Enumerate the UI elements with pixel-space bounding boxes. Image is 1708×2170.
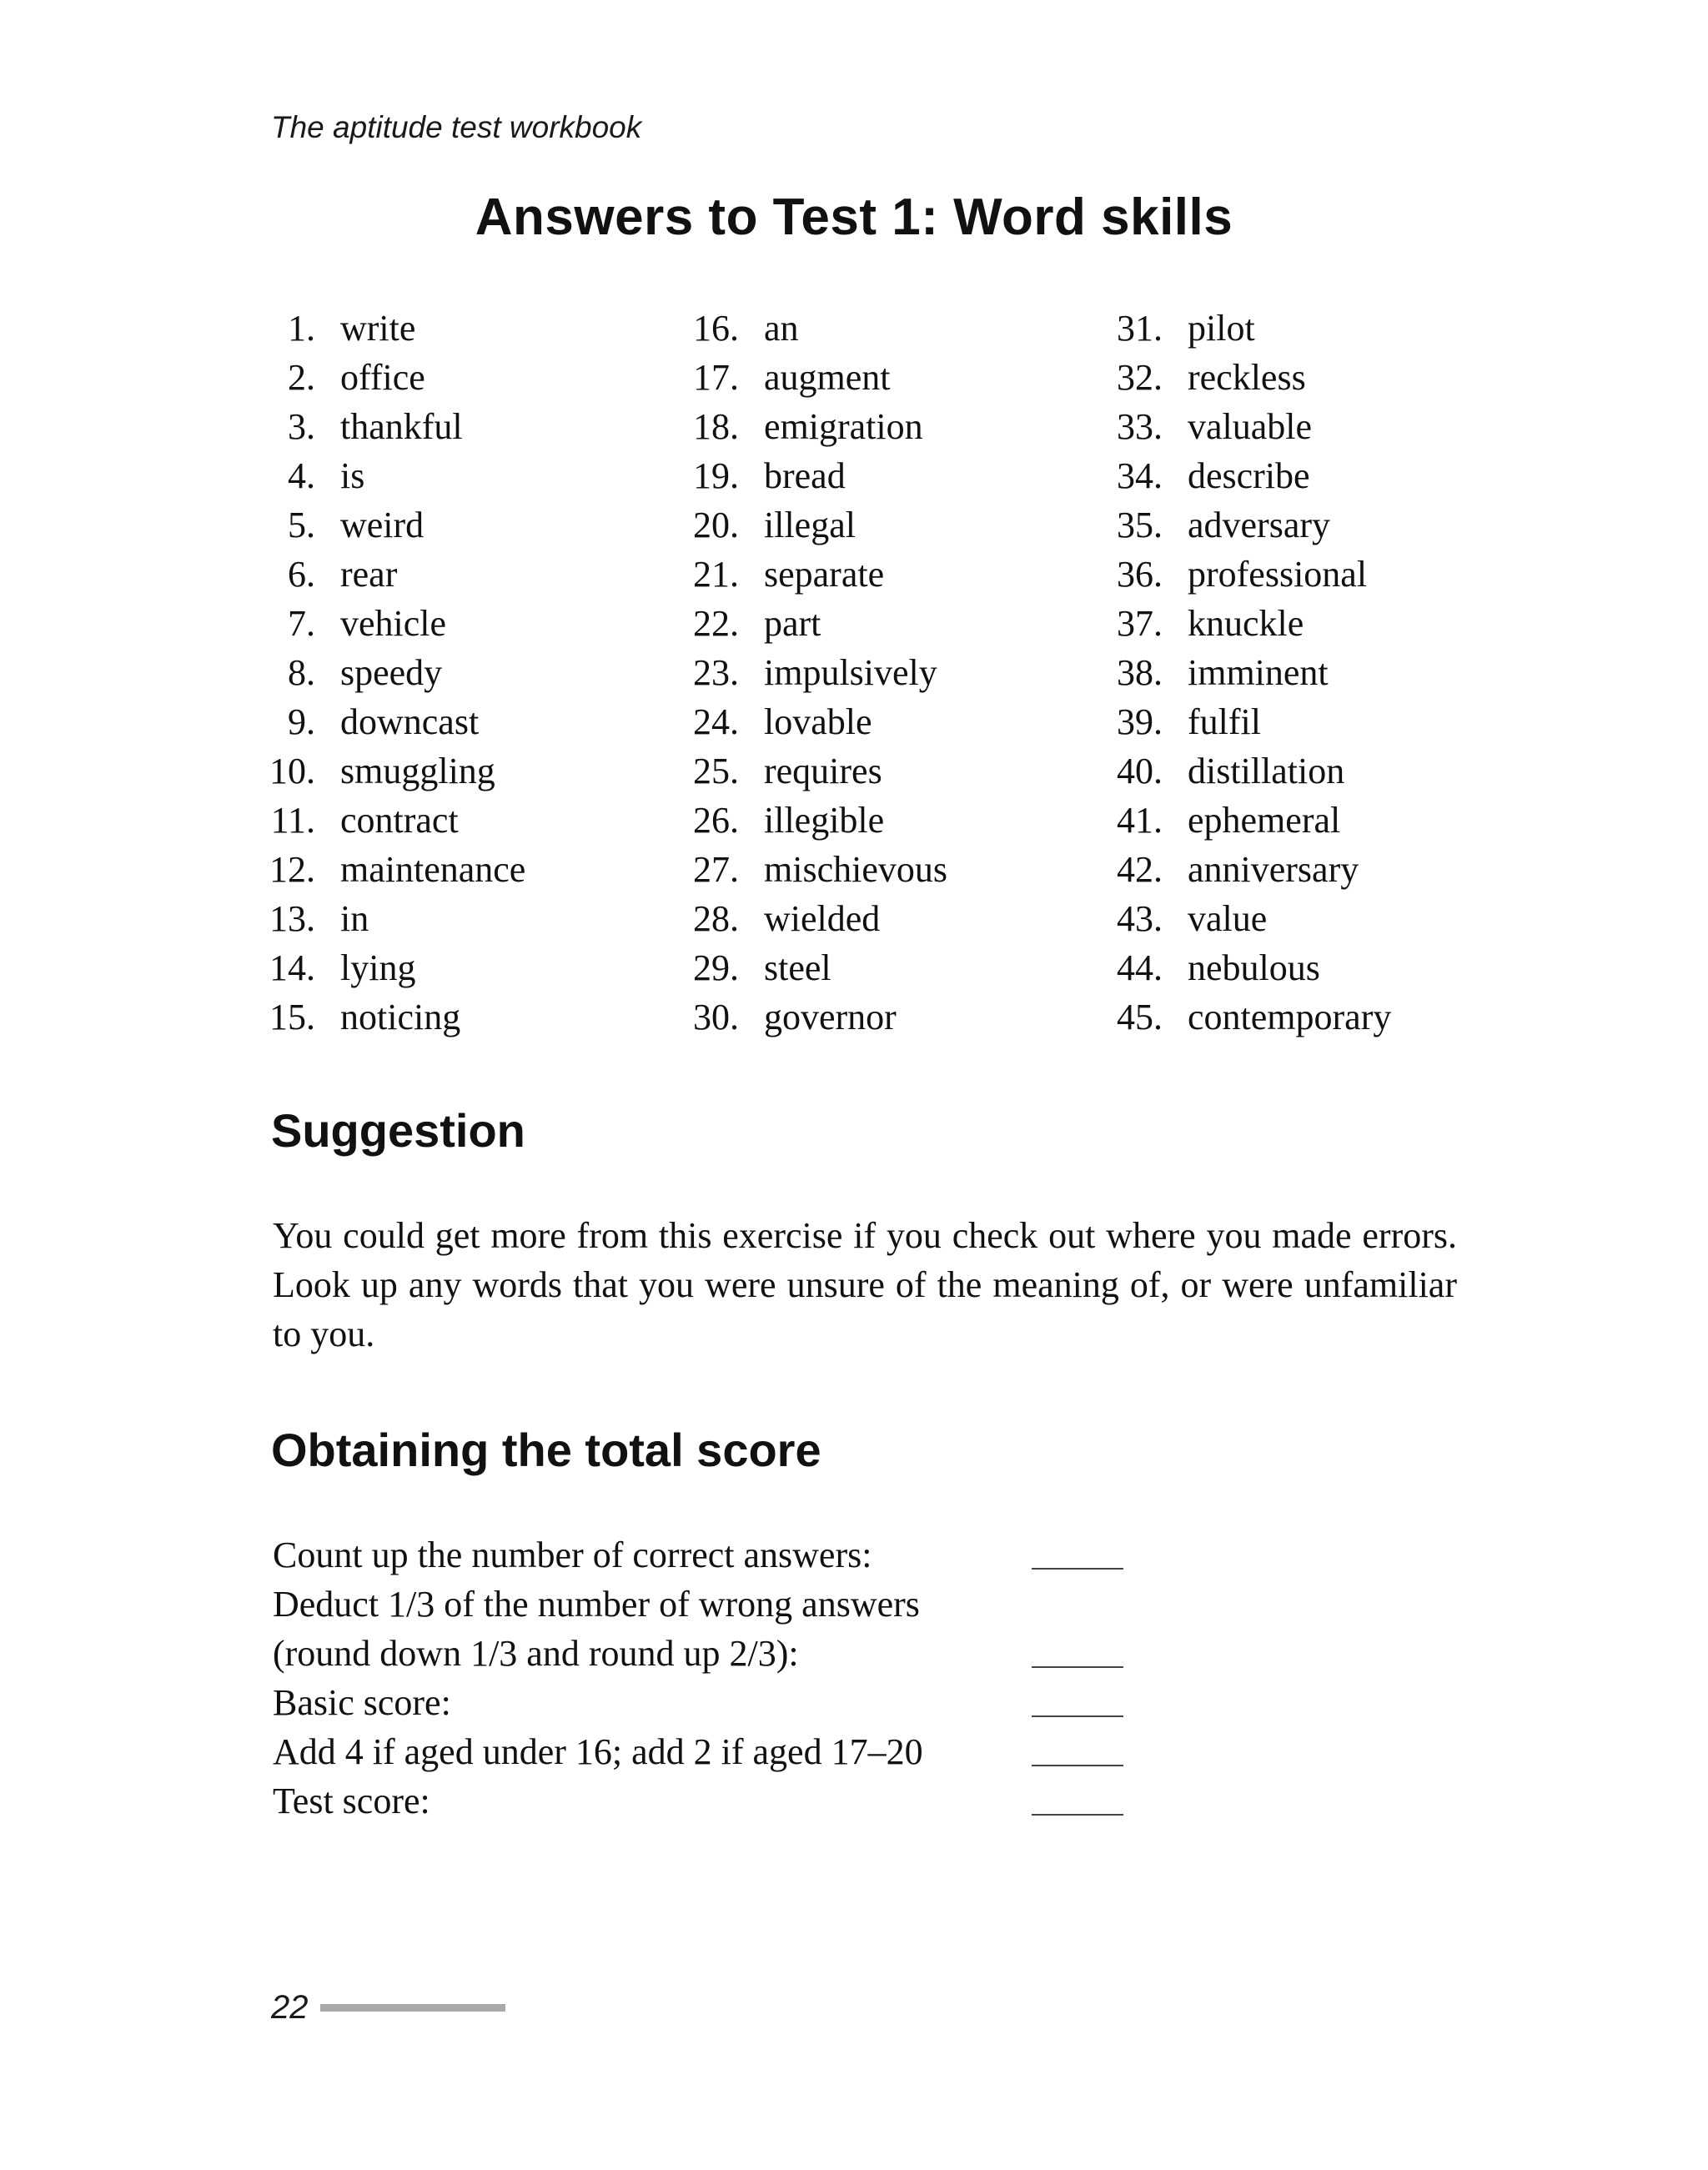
answer-number: 17. [693,357,739,398]
answer-item [1113,451,1530,500]
answer-item [265,943,682,992]
answer-blank-line [1032,1765,1123,1766]
score-row-label: Count up the number of correct answers: [273,1535,872,1575]
answer-number: 42. [1117,849,1163,890]
answer-item [689,648,1106,697]
answer-number: 3. [288,406,315,447]
answer-word: steel [764,947,831,988]
answer-item [689,746,1106,796]
suggestion-paragraph: You could get more from this exercise if you check out where you made errors. Look up any words that you were unsure of the meaning of, or were unfamiliar to you. [273,1215,1457,1354]
answer-word: imminent [1188,652,1329,693]
answer-word: downcast [340,701,480,742]
score-row [273,1727,1190,1776]
answer-item [1113,746,1530,796]
answer-number: 27. [693,849,739,890]
answer-number: 22. [693,603,739,644]
score-row-label: (round down 1/3 and round up 2/3): [273,1633,799,1674]
answer-item [265,402,682,451]
answer-key [0,304,1708,1054]
answer-word: write [340,308,416,349]
answer-number: 43. [1117,898,1163,939]
answer-word: noticing [340,997,461,1037]
answer-item [265,599,682,648]
answer-number: 9. [288,701,315,742]
answer-blank-line [1032,1814,1123,1816]
answer-number: 30. [693,997,739,1037]
answer-word: augment [764,357,891,398]
answer-word: impulsively [764,652,937,693]
score-row [273,1776,1190,1826]
answer-word: valuable [1188,406,1313,447]
answer-word: in [340,898,369,939]
answer-word: office [340,357,425,398]
answer-item [689,697,1106,746]
answer-number: 13. [269,898,315,939]
answer-item [265,550,682,599]
answer-number: 36. [1117,554,1163,595]
answer-word: professional [1188,554,1368,595]
answer-word: anniversary [1188,849,1359,890]
answer-number: 4. [288,455,315,496]
answer-blank-line [1032,1666,1123,1668]
answer-word: weird [340,505,424,545]
answer-number: 5. [288,505,315,545]
answer-item [689,599,1106,648]
answer-word: lovable [764,701,872,742]
answer-word: knuckle [1188,603,1304,644]
answer-item [689,894,1106,943]
answer-number: 24. [693,701,739,742]
answer-word: describe [1188,455,1310,496]
answer-item [265,500,682,550]
answer-word: illegible [764,800,885,841]
answer-word: distillation [1188,751,1345,791]
answer-item [689,943,1106,992]
answer-word: lying [340,947,416,988]
answer-word: speedy [340,652,443,693]
answer-item [689,796,1106,845]
answer-number: 14. [269,947,315,988]
answer-number: 40. [1117,751,1163,791]
answer-number: 23. [693,652,739,693]
score-row-label: Basic score: [273,1682,451,1723]
answer-word: contract [340,800,459,841]
suggestion-heading: Suggestion [271,1104,525,1157]
running-head: The aptitude test workbook [271,110,642,144]
answer-item [689,304,1106,353]
answer-item [265,353,682,402]
answer-number: 10. [269,751,315,791]
answer-word: rear [340,554,398,595]
answer-word: adversary [1188,505,1331,545]
answer-number: 29. [693,947,739,988]
answer-item [1113,550,1530,599]
answer-word: nebulous [1188,947,1320,988]
answer-item [1113,402,1530,451]
answer-item [1113,697,1530,746]
page-number: 22 [271,1988,309,2026]
answer-word: illegal [764,505,856,545]
answer-item [265,451,682,500]
answer-column-1 [265,304,682,1042]
answer-word: thankful [340,406,463,447]
answer-item [1113,894,1530,943]
answer-item [1113,304,1530,353]
answer-word: governor [764,997,897,1037]
answer-number: 26. [693,800,739,841]
page-title: Answers to Test 1: Word skills [475,188,1233,246]
answer-item [1113,599,1530,648]
answer-item [265,992,682,1042]
answer-number: 25. [693,751,739,791]
answer-item [265,697,682,746]
answer-number: 11. [270,800,315,841]
answer-word: value [1188,898,1268,939]
score-row [273,1678,1190,1727]
answer-number: 6. [288,554,315,595]
answer-number: 34. [1117,455,1163,496]
answer-blank-line [1032,1715,1123,1717]
answer-item [265,648,682,697]
answer-number: 18. [693,406,739,447]
answer-word: bread [764,455,846,496]
answer-number: 32. [1117,357,1163,398]
answer-item [689,550,1106,599]
score-row [273,1629,1190,1678]
answer-number: 31. [1117,308,1163,349]
answer-number: 44. [1117,947,1163,988]
answer-item [1113,500,1530,550]
score-row-label: Test score: [273,1781,430,1821]
page-footer [271,1987,505,2028]
score-row [273,1530,1190,1580]
answer-item [1113,648,1530,697]
answer-number: 19. [693,455,739,496]
answer-blank-line [1032,1568,1123,1570]
answer-word: mischievous [764,849,947,890]
total-score-heading: Obtaining the total score [271,1424,821,1476]
answer-word: requires [764,751,882,791]
score-row-label: Deduct 1/3 of the number of wrong answers [273,1584,920,1625]
answer-number: 33. [1117,406,1163,447]
answer-number: 7. [288,603,315,644]
answer-column-3 [1113,304,1530,1042]
answer-word: vehicle [340,603,447,644]
answer-item [1113,353,1530,402]
answer-number: 41. [1117,800,1163,841]
score-row [273,1580,1190,1629]
answer-item [265,845,682,894]
answer-number: 28. [693,898,739,939]
answer-item [265,796,682,845]
answer-word: pilot [1188,308,1255,349]
answer-number: 45. [1117,997,1163,1037]
answer-number: 8. [288,652,315,693]
answer-number: 20. [693,505,739,545]
answer-item [689,500,1106,550]
answer-word: ephemeral [1188,800,1341,841]
answer-word: separate [764,554,885,595]
answer-item [1113,796,1530,845]
answer-item [689,992,1106,1042]
answer-item [1113,992,1530,1042]
answer-number: 15. [269,997,315,1037]
answer-number: 12. [269,849,315,890]
answer-word: emigration [764,406,923,447]
answer-item [1113,845,1530,894]
answer-number: 39. [1117,701,1163,742]
score-row-label: Add 4 if aged under 16; add 2 if aged 17–20 [273,1731,923,1772]
answer-column-2 [689,304,1106,1042]
answer-item [689,845,1106,894]
answer-item [689,402,1106,451]
score-worksheet [273,1530,1190,1826]
answer-number: 2. [288,357,315,398]
answer-word: is [340,455,365,496]
answer-number: 21. [693,554,739,595]
answer-word: part [764,603,821,644]
answer-number: 1. [288,308,315,349]
answer-item [1113,943,1530,992]
answer-item [265,304,682,353]
answer-number: 16. [693,308,739,349]
answer-word: fulfil [1188,701,1261,742]
answer-word: an [764,308,799,349]
answer-word: maintenance [340,849,526,890]
answer-word: wielded [764,898,881,939]
answer-item [265,746,682,796]
answer-word: reckless [1188,357,1306,398]
answer-item [689,451,1106,500]
answer-number: 38. [1117,652,1163,693]
footer-rule [320,2004,505,2012]
answer-item [689,353,1106,402]
answer-word: smuggling [340,751,495,791]
answer-number: 35. [1117,505,1163,545]
answer-word: contemporary [1188,997,1392,1037]
answer-item [265,894,682,943]
answer-number: 37. [1117,603,1163,644]
